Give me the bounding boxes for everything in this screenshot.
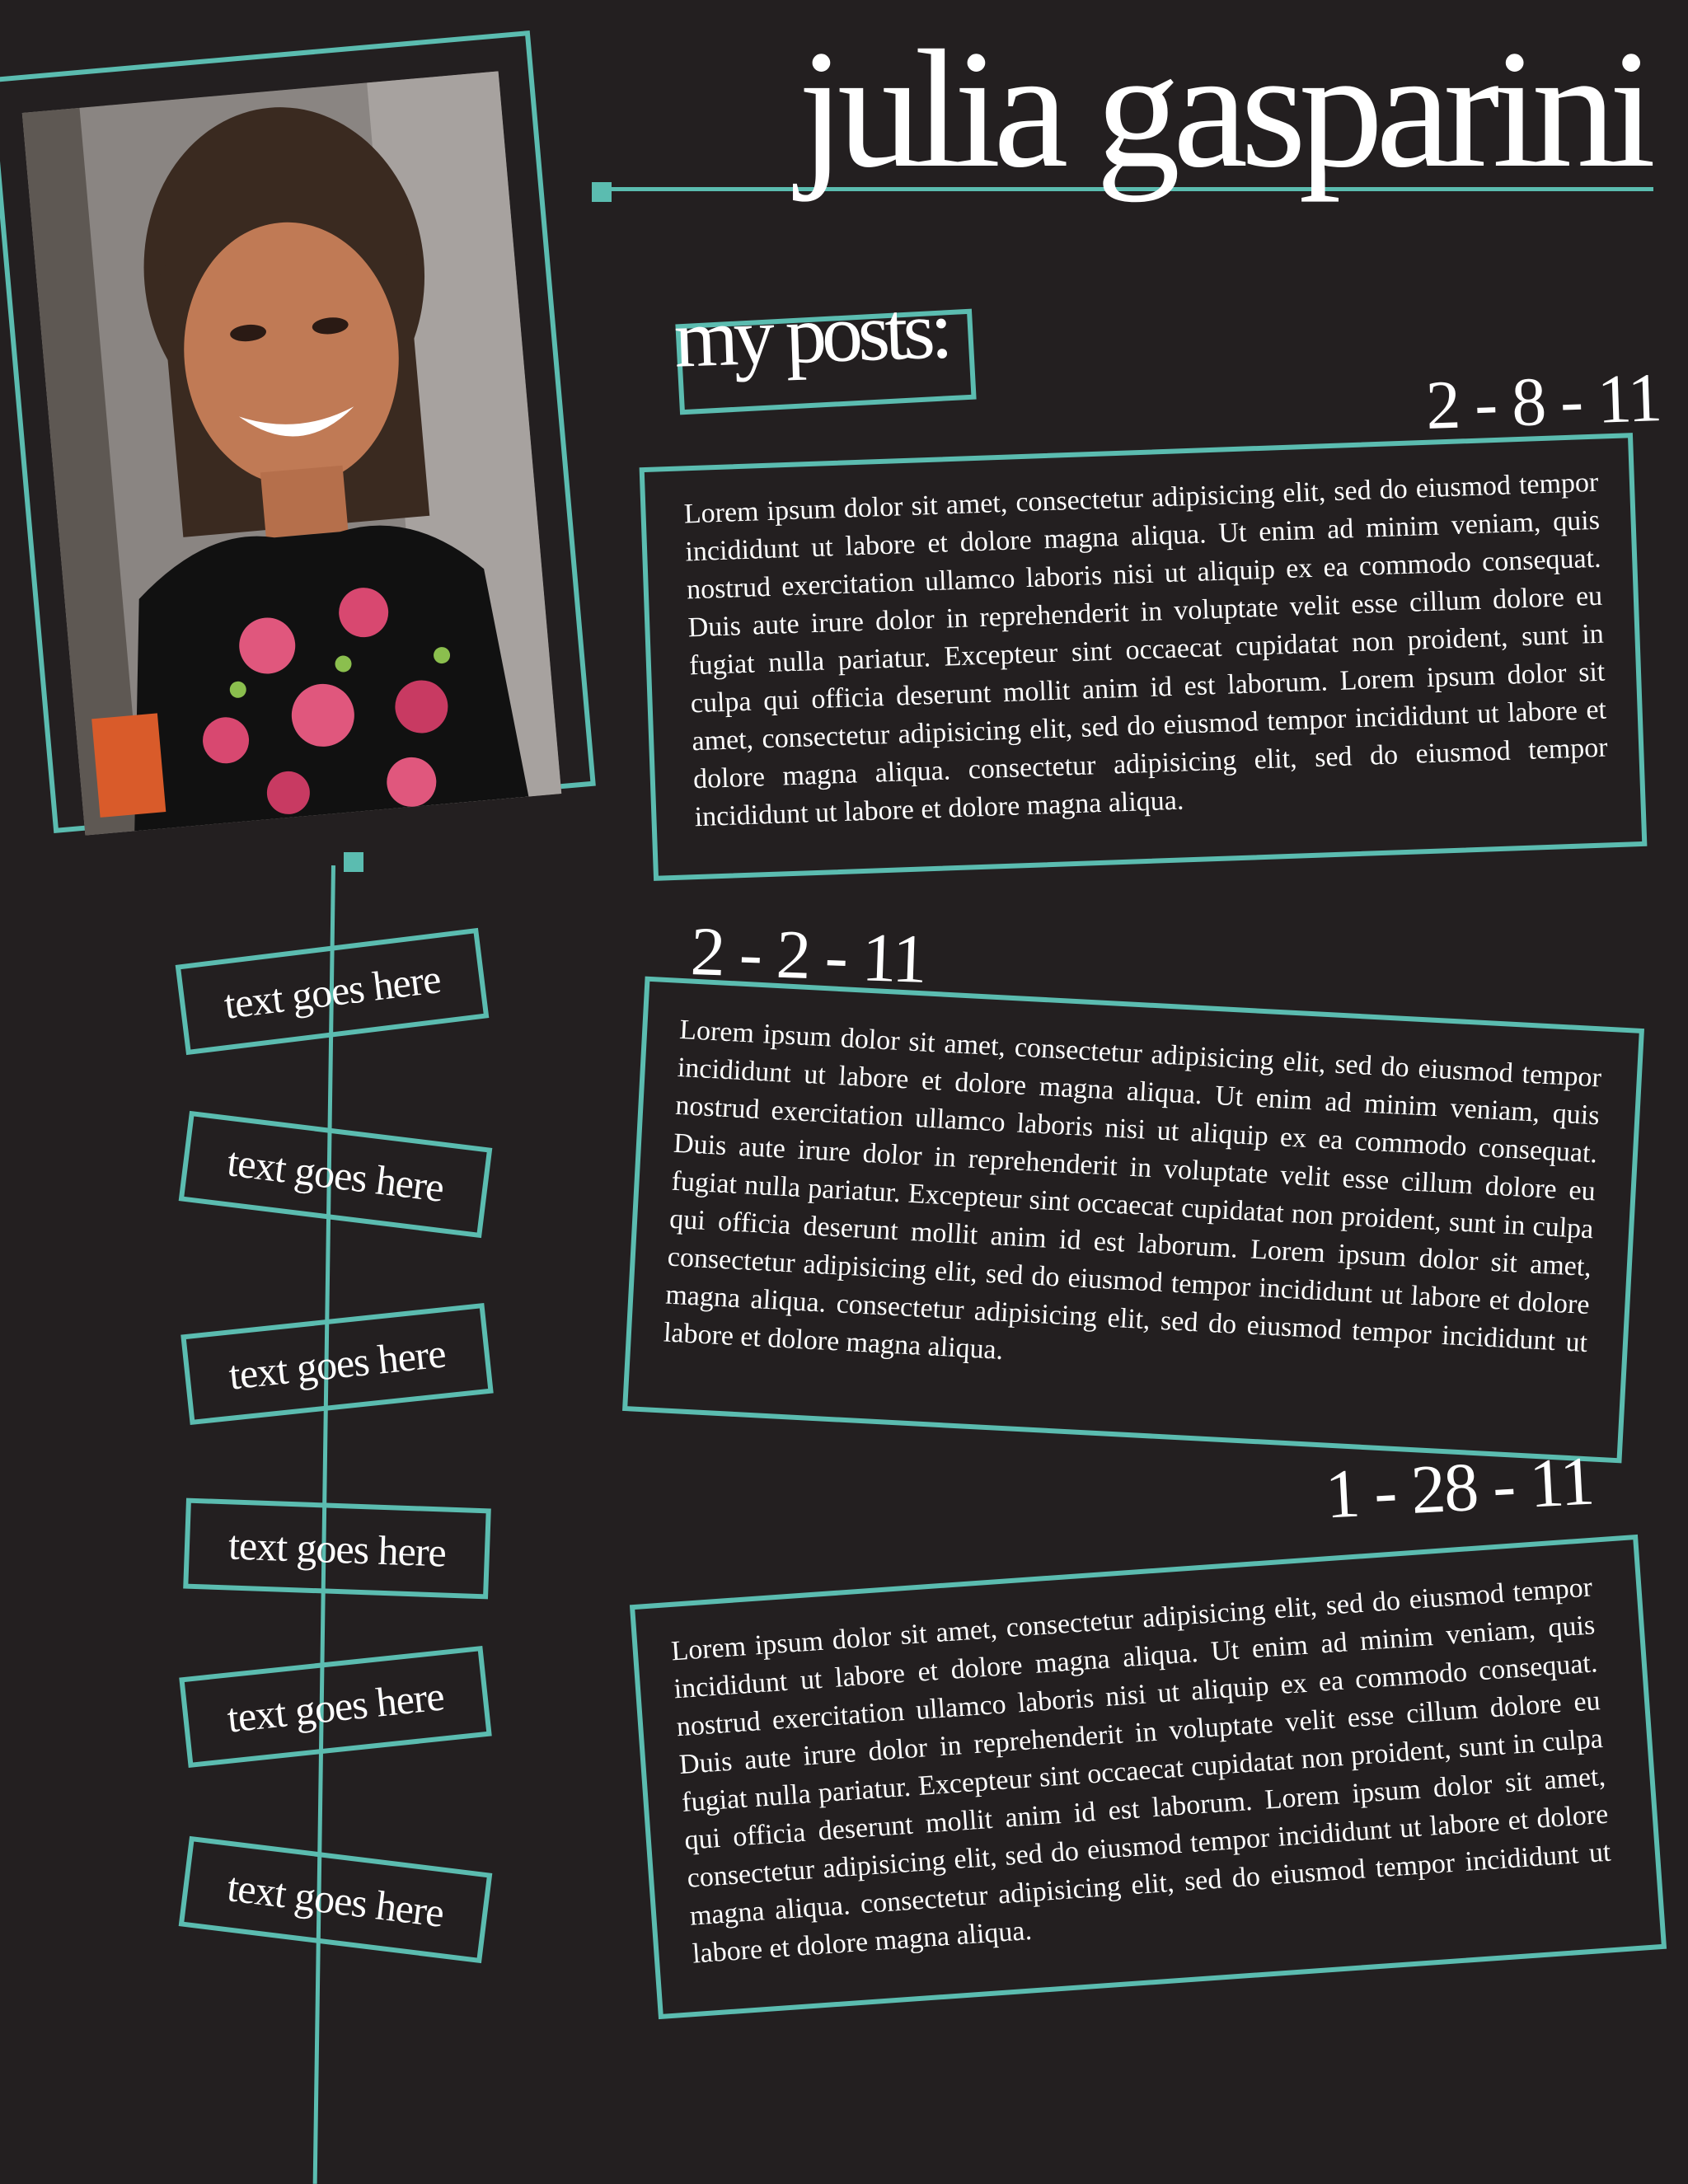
post-date: 1 - 28 - 11	[1323, 1442, 1596, 1534]
profile-photo	[22, 71, 561, 835]
post-body: Lorem ipsum dolor sit amet, consectetur adipisicing elit, sed do eiusmod tempor incididunt ut labore et dolore magna aliqua. Ut enim ad minim veniam, quis nostrud exercitation ullamco laboris nisi ut aliquip ex ea commodo consequat. Duis aute irure dolor in reprehenderit in voluptate velit esse cillum dolore eu fugiat nulla pariatur. Excepteur sint occaecat cupidatat non proident, sunt in culpa qui officia deserunt mollit anim id est laborum. Lorem ipsum dolor sit amet, consectetur adipisicing elit, sed do eiusmod tempor incididunt ut labore et dolore magna aliqua. consectetur adipisicing elit, sed do eiusmod tempor incididunt ut labore et dolore magna aliqua.	[663, 1014, 1602, 1366]
nav-item[interactable]	[179, 1836, 493, 1963]
site-title: julia gasparini	[797, 16, 1648, 203]
nav-item-label: text goes here	[224, 1138, 447, 1211]
nav-item-label: text goes here	[226, 1329, 448, 1399]
posts-heading: my posts:	[673, 284, 950, 385]
nav-item-label: text goes here	[221, 955, 443, 1028]
nav-item[interactable]	[179, 1111, 493, 1238]
nav-item[interactable]	[179, 1646, 491, 1768]
header-line-square	[592, 182, 612, 202]
nav-item-label: text goes here	[224, 1672, 447, 1741]
nav-line-square	[344, 852, 363, 872]
post-body: Lorem ipsum dolor sit amet, consectetur adipisicing elit, sed do eiusmod tempor incididunt ut labore et dolore magna aliqua. Ut enim ad minim veniam, quis nostrud exercitation ullamco laboris nisi ut aliquip ex ea commodo consequat. Duis aute irure dolor in reprehenderit in voluptate velit esse cillum dolore eu fugiat nulla pariatur. Excepteur sint occaecat cupidatat non proident, sunt in culpa qui officia deserunt mollit anim id est laborum. Lorem ipsum dolor sit amet, consectetur adipisicing elit, sed do eiusmod tempor incididunt ut labore et dolore magna aliqua. consectetur adipisicing elit, sed do eiusmod tempor incididunt ut labore et dolore magna aliqua.	[683, 466, 1609, 833]
post-date: 2 - 8 - 11	[1424, 359, 1662, 444]
nav-item[interactable]	[181, 1303, 493, 1425]
post-date: 2 - 2 - 11	[689, 913, 927, 998]
nav-item[interactable]	[176, 928, 490, 1055]
nav-item-label: text goes here	[227, 1521, 447, 1576]
post-body: Lorem ipsum dolor sit amet, consectetur adipisicing elit, sed do eiusmod tempor incididunt ut labore et dolore magna aliqua. Ut enim ad minim veniam, quis nostrud exercitation ullamco laboris nisi ut aliquip ex ea commodo consequat. Duis aute irure dolor in reprehenderit in voluptate velit esse cillum dolore eu fugiat nulla pariatur. Excepteur sint occaecat cupidatat non proident, sunt in culpa qui officia deserunt mollit anim id est laborum. Lorem ipsum dolor sit amet, consectetur adipisicing elit, sed do eiusmod tempor incididunt ut labore et dolore magna aliqua. consectetur adipisicing elit, sed do eiusmod tempor incididunt ut labore et dolore magna aliqua.	[670, 1572, 1612, 1970]
nav-item-label: text goes here	[224, 1863, 447, 1936]
nav-item[interactable]	[183, 1498, 491, 1600]
